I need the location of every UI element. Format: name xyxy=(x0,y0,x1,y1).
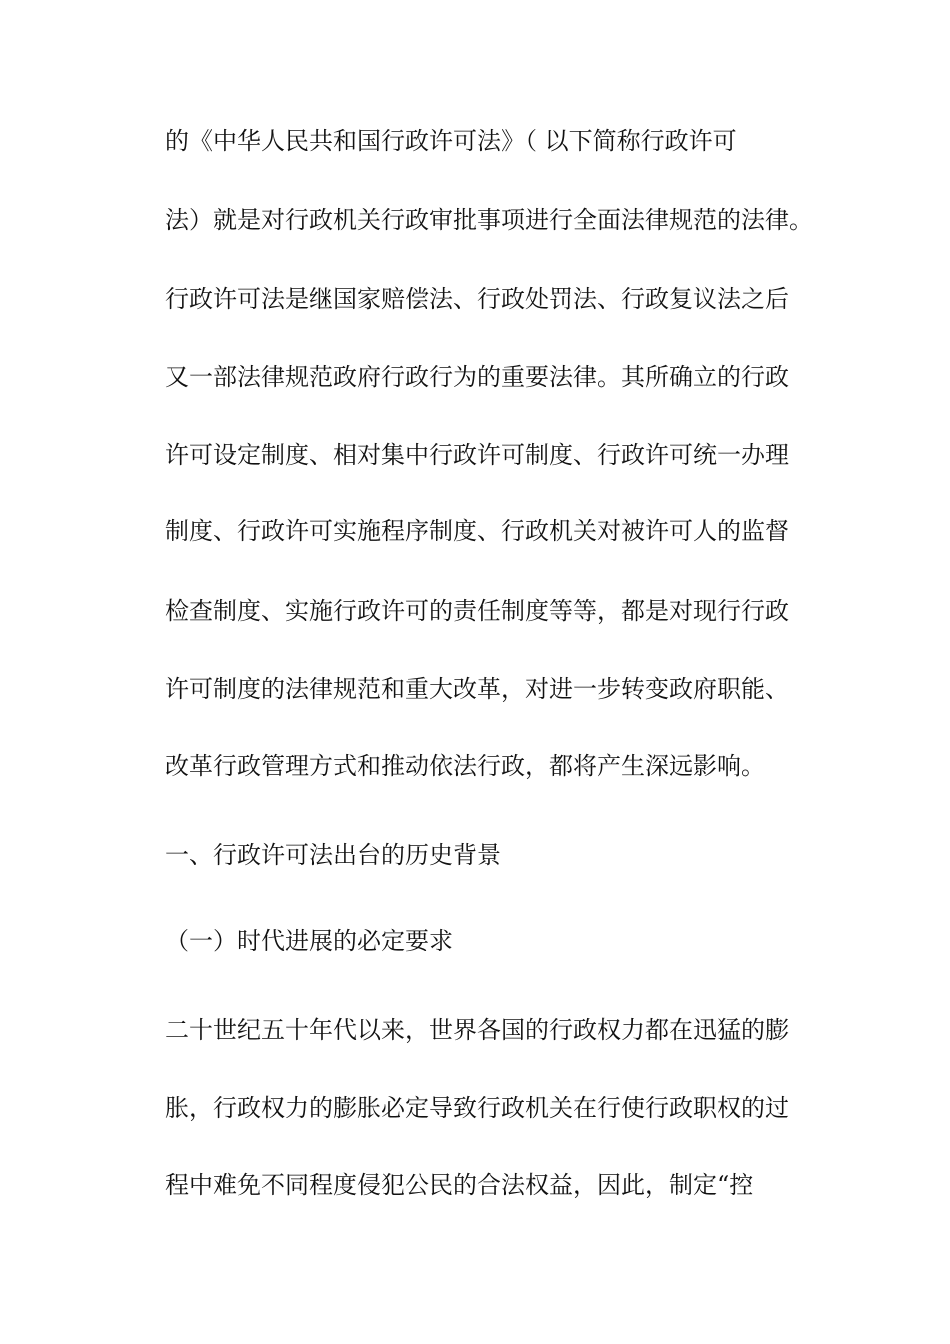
paragraph-2-line-2: 胀，行政权力的膨胀必定导致行政机关在行使行政职权的过 xyxy=(165,1094,789,1122)
paragraph-1-line-9: 改革行政管理方式和推动依法行政，都将产生深远影响。 xyxy=(165,752,765,780)
paragraph-1-line-7: 检查制度、实施行政许可的责任制度等等，都是对现行行政 xyxy=(165,597,789,625)
paragraph-2-line-1: 二十世纪五十年代以来，世界各国的行政权力都在迅猛的膨 xyxy=(165,1016,789,1044)
paragraph-2-line-3: 程中难免不同程度侵犯公民的合法权益，因此，制定“控 xyxy=(165,1171,754,1199)
paragraph-1-line-1: 的《中华人民共和国行政许可法》（ 以下简称行政许可 xyxy=(165,127,737,155)
paragraph-1-line-2: 法）就是对行政机关行政审批事项进行全面法律规范的法律。 xyxy=(165,206,813,234)
paragraph-1-line-8: 许可制度的法律规范和重大改革，对进一步转变政府职能、 xyxy=(165,675,789,703)
paragraph-1-line-4: 又一部法律规范政府行政行为的重要法律。其所确立的行政 xyxy=(165,363,789,391)
paragraph-1-line-6: 制度、行政许可实施程序制度、行政机关对被许可人的监督 xyxy=(165,517,789,545)
section-heading: 一、行政许可法出台的历史背景 xyxy=(165,841,501,869)
paragraph-1-line-5: 许可设定制度、相对集中行政许可制度、行政许可统一办理 xyxy=(165,441,789,469)
paragraph-1-line-3: 行政许可法是继国家赔偿法、行政处罚法、行政复议法之后 xyxy=(165,285,789,313)
subsection-heading: （一）时代进展的必定要求 xyxy=(165,927,453,955)
